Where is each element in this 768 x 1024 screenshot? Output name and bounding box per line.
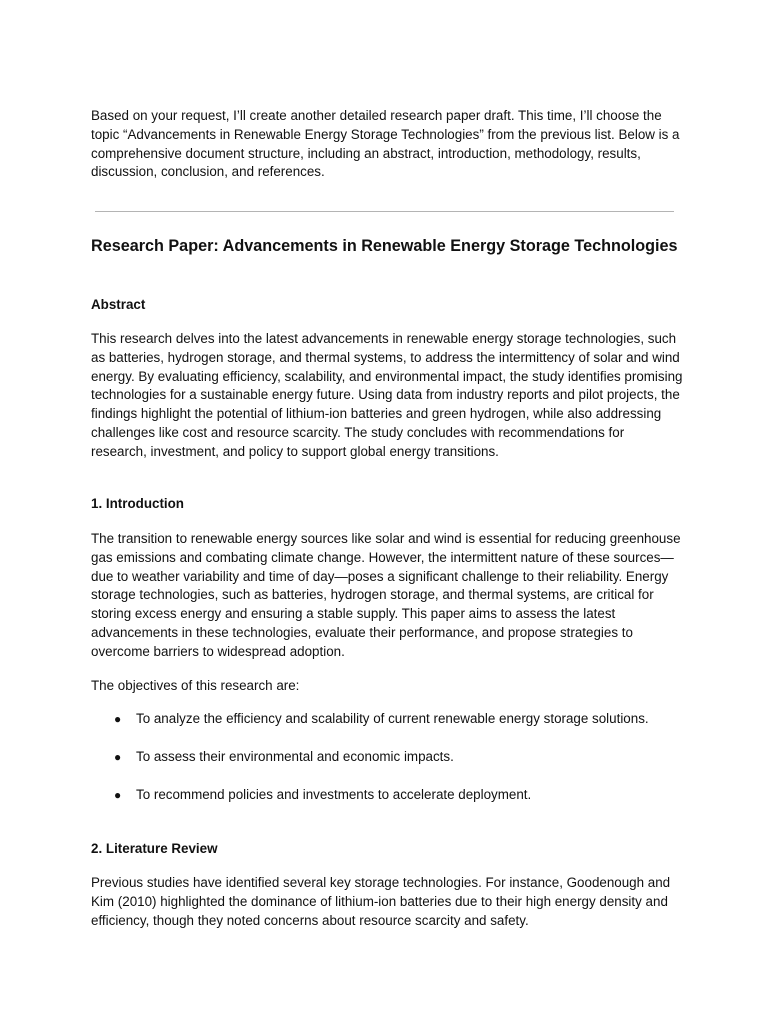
literature-review-section — [91, 840, 683, 858]
intro-paragraph: Based on your request, I’ll create another detailed research paper draft. This time, I’ll choose the topic “Advancements in Renewable Energy Storage Technologies” from the previous list. Below is a comprehensive document structure, including an abstract, introduction, methodology, results, discussion, conclusion, and references. — [91, 108, 680, 180]
objective-text: To recommend policies and investments to accelerate deployment. — [136, 787, 532, 802]
abstract-body-block — [91, 330, 683, 462]
bullet-icon: ● — [114, 788, 122, 802]
introduction-body-block — [91, 530, 683, 662]
introduction-section — [91, 495, 683, 513]
list-item — [91, 786, 683, 824]
abstract-section — [91, 296, 683, 314]
objective-text: To analyze the efficiency and scalability of current renewable energy storage solutions. — [136, 711, 649, 726]
paper-title: Research Paper: Advancements in Renewable Energy Storage Technologies — [91, 237, 678, 255]
literature-review-body-block — [91, 874, 683, 930]
abstract-body: This research delves into the latest advancements in renewable energy storage technologies, such as batteries, hydrogen storage, and thermal systems, to address the intermittency of solar and wind energy. By evaluating efficiency, scalability, and environmental impact, the study identifies promising technologies for a sustainable energy future. Using data from industry reports and pilot projects, the findings highlight the potential of lithium-ion batteries and green hydrogen, while also addressing challenges like cost and resource scarcity. The study concludes with recommendations for research, investment, and policy to support global energy transitions. — [91, 331, 683, 459]
horizontal-divider — [95, 211, 674, 212]
literature-review-heading: 2. Literature Review — [91, 841, 218, 856]
list-item — [91, 748, 683, 786]
literature-review-body: Previous studies have identified several key storage technologies. For instance, Goodenough and Kim (2010) highlighted the dominance of lithium-ion batteries due to their high energy density and efficiency, though they noted concerns about resource scarcity and safety. — [91, 875, 671, 928]
bullet-icon: ● — [114, 750, 122, 764]
abstract-heading: Abstract — [91, 297, 146, 312]
objectives-lead-block — [91, 677, 683, 696]
list-item — [91, 710, 683, 748]
objectives-list — [91, 710, 683, 824]
bullet-icon: ● — [114, 712, 122, 726]
objective-text: To assess their environmental and economic impacts. — [136, 749, 454, 764]
introduction-body: The transition to renewable energy sources like solar and wind is essential for reducing greenhouse gas emissions and combating climate change. However, the intermittent nature of these sources—due to weather variability and time of day—poses a significant challenge to their reliability. Energy storage technologies, such as batteries, hydrogen storage, and thermal systems, are critical for storing excess energy and ensuring a stable supply. This paper aims to assess the latest advancements in these technologies, evaluate their performance, and propose strategies to overcome barriers to widespread adoption. — [91, 531, 681, 659]
intro-block — [91, 107, 683, 182]
objectives-lead: The objectives of this research are: — [91, 678, 300, 693]
introduction-heading: 1. Introduction — [91, 496, 184, 511]
